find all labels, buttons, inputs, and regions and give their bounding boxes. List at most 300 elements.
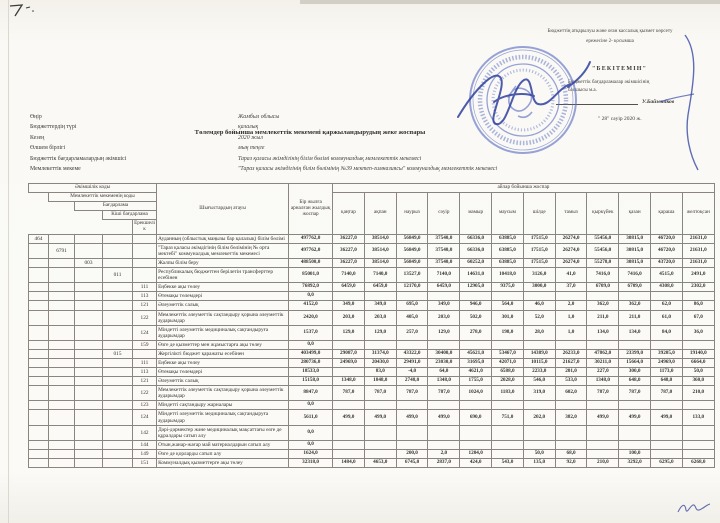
- month-value-cell: 46720,0: [651, 234, 683, 243]
- month-value-cell: 200,0: [396, 449, 428, 458]
- month-value-cell: 23399,0: [619, 349, 651, 358]
- code-cell: 113: [133, 368, 157, 377]
- code-cell: 6791: [49, 243, 75, 258]
- code-cell: [49, 386, 75, 401]
- code-cell: [133, 268, 157, 283]
- month-value-cell: 62,0: [651, 301, 683, 310]
- code-cell: [103, 340, 133, 349]
- month-value-cell: 2028,0: [492, 377, 524, 386]
- annual-plan-cell: 85001,0: [289, 268, 333, 283]
- month-value-cell: 30815,0: [619, 243, 651, 258]
- month-value-cell: [333, 440, 365, 449]
- month-value-cell: 203,0: [428, 310, 460, 325]
- month-value-cell: 751,0: [492, 410, 524, 425]
- fold-line: [8, 0, 9, 523]
- finance-table: [28, 183, 715, 468]
- month-value-cell: 211,0: [619, 310, 651, 325]
- code-cell: [75, 386, 103, 401]
- month-value-cell: 349,0: [364, 301, 396, 310]
- month-value-cell: 4621,0: [460, 368, 492, 377]
- expense-name-cell: Міндетті әлеуметтік медициналық сақтандыруға аударымдар: [157, 410, 289, 425]
- meta-value: мың теңге: [238, 145, 265, 152]
- month-value-cell: 502,0: [460, 310, 492, 325]
- code-cell: [133, 234, 157, 243]
- month-value-cell: 602,0: [555, 386, 587, 401]
- code-cell: [75, 458, 103, 467]
- annual-plan-cell: 0,0: [289, 292, 333, 301]
- month-value-cell: 6295,0: [651, 458, 683, 467]
- expense-name-cell: Республикалық бюджеттен берілетін трансферттер есебінен: [157, 268, 289, 283]
- code-cell: 122: [133, 310, 157, 325]
- annual-plan-cell: 0,0: [289, 401, 333, 410]
- month-value-cell: 36227,0: [333, 259, 365, 268]
- month-value-cell: [619, 340, 651, 349]
- expense-name-cell: Ауданның (облыстық маңызы бар қалалық) білім бөлімі: [157, 234, 289, 243]
- month-value-cell: 6459,0: [364, 283, 396, 292]
- header-specificity: Ерекшелік: [133, 219, 157, 234]
- month-value-cell: 17515,0: [523, 259, 555, 268]
- header-month-aug: тамыз: [555, 192, 587, 234]
- month-value-cell: 100,0: [619, 449, 651, 458]
- month-value-cell: 17515,0: [523, 243, 555, 258]
- month-value-cell: 37540,0: [428, 243, 460, 258]
- month-value-cell: 37,0: [555, 283, 587, 292]
- month-value-cell: 46720,0: [651, 243, 683, 258]
- table-row: [29, 358, 715, 367]
- month-value-cell: [587, 440, 619, 449]
- expense-name-cell: Әлеуметтік салық: [157, 301, 289, 310]
- header-monthly-plan: айлар бойынша жоспар: [333, 184, 715, 193]
- header-admin-code: Әкімшілік коды: [29, 184, 157, 193]
- month-value-cell: 56849,0: [396, 243, 428, 258]
- month-value-cell: 946,0: [460, 301, 492, 310]
- month-value-cell: 2233,0: [523, 368, 555, 377]
- code-cell: 464: [29, 234, 49, 243]
- month-value-cell: 61,0: [651, 310, 683, 325]
- month-value-cell: 2,0: [428, 449, 460, 458]
- code-cell: [103, 301, 133, 310]
- expense-name-cell: Өтемақы төлемдері: [157, 368, 289, 377]
- approval-role-line2: басшысы м.а.: [568, 88, 597, 93]
- meta-label: Өңір: [30, 114, 42, 120]
- month-value-cell: [555, 292, 587, 301]
- month-value-cell: [364, 292, 396, 301]
- month-value-cell: 499,0: [364, 410, 396, 425]
- month-value-cell: 30400,0: [428, 349, 460, 358]
- header-annual-plan: Бір жылға арналған жылдық жоспар: [289, 184, 333, 235]
- code-cell: [29, 283, 49, 292]
- month-value-cell: 4308,0: [651, 283, 683, 292]
- month-value-cell: 349,0: [428, 301, 460, 310]
- month-value-cell: [460, 401, 492, 410]
- month-value-cell: 201,0: [555, 368, 587, 377]
- header-month-jan: қаңтар: [333, 192, 365, 234]
- month-value-cell: 60252,0: [460, 259, 492, 268]
- month-value-cell: 86,0: [682, 301, 714, 310]
- table-row: [29, 234, 715, 243]
- code-cell: [49, 440, 75, 449]
- month-value-cell: 12905,0: [460, 283, 492, 292]
- code-cell: [75, 401, 103, 410]
- code-cell: [49, 425, 75, 440]
- month-value-cell: 26274,0: [555, 243, 587, 258]
- code-cell: [49, 325, 75, 340]
- month-value-cell: [428, 425, 460, 440]
- code-cell: [49, 268, 75, 283]
- code-cell: [103, 410, 133, 425]
- month-value-cell: 63885,0: [492, 243, 524, 258]
- code-cell: 121: [133, 301, 157, 310]
- month-value-cell: 28,0: [523, 325, 555, 340]
- month-value-cell: 7416,0: [619, 268, 651, 283]
- code-cell: [75, 368, 103, 377]
- month-value-cell: 6459,0: [333, 283, 365, 292]
- month-value-cell: 787,0: [619, 386, 651, 401]
- month-value-cell: 10418,0: [492, 268, 524, 283]
- month-value-cell: 1348,0: [333, 377, 365, 386]
- month-value-cell: 12170,0: [396, 283, 428, 292]
- code-cell: [29, 340, 49, 349]
- month-value-cell: [492, 340, 524, 349]
- meta-row-institution: [30, 166, 530, 176]
- document-title: Төлемдер бойынша мемлекеттік мекемені қаржыландырудың жеке жоспары: [194, 129, 426, 136]
- month-value-cell: 499,0: [619, 410, 651, 425]
- code-cell: [75, 425, 103, 440]
- month-value-cell: 26233,0: [555, 349, 587, 358]
- code-cell: [49, 358, 75, 367]
- month-value-cell: [651, 401, 683, 410]
- meta-label: Бюджеттердің түрі: [30, 124, 77, 131]
- month-value-cell: 26274,0: [555, 234, 587, 243]
- month-value-cell: 360,0: [682, 377, 714, 386]
- code-cell: [75, 243, 103, 258]
- annual-plan-cell: 0,0: [289, 340, 333, 349]
- month-value-cell: [364, 401, 396, 410]
- code-cell: [75, 340, 103, 349]
- month-value-cell: [682, 340, 714, 349]
- code-cell: 124: [133, 410, 157, 425]
- month-value-cell: 1755,0: [460, 377, 492, 386]
- month-value-cell: 13527,0: [396, 268, 428, 283]
- code-cell: [49, 410, 75, 425]
- month-value-cell: [396, 425, 428, 440]
- month-value-cell: 1024,0: [460, 386, 492, 401]
- month-value-cell: 6459,0: [428, 283, 460, 292]
- month-value-cell: [396, 440, 428, 449]
- annual-plan-cell: 1624,0: [289, 449, 333, 458]
- meta-row-unit: [30, 145, 530, 155]
- month-value-cell: [651, 440, 683, 449]
- expense-name-cell: Міндетті әлеуметтік медициналық сақтандыруға аударымдар: [157, 325, 289, 340]
- month-value-cell: 787,0: [396, 386, 428, 401]
- scan-top-edge: [300, 0, 720, 4]
- table-row: [29, 283, 715, 292]
- month-value-cell: 787,0: [651, 386, 683, 401]
- month-value-cell: 2748,0: [396, 377, 428, 386]
- month-value-cell: [619, 425, 651, 440]
- month-value-cell: [651, 340, 683, 349]
- month-value-cell: 9375,0: [492, 283, 524, 292]
- month-value-cell: 43720,0: [651, 259, 683, 268]
- month-value-cell: 787,0: [428, 386, 460, 401]
- meta-value: Тараз қаласы әкімдігінің білім бөлімі коммуналдық мемлекеттік мекемесі: [238, 155, 422, 162]
- month-value-cell: [555, 401, 587, 410]
- code-cell: [75, 234, 103, 243]
- meta-row-region: [30, 114, 530, 124]
- month-value-cell: 546,0: [523, 377, 555, 386]
- month-value-cell: [619, 401, 651, 410]
- month-value-cell: [523, 401, 555, 410]
- month-value-cell: [555, 425, 587, 440]
- table-row: [29, 377, 715, 386]
- code-cell: [29, 349, 49, 358]
- month-value-cell: 29491,0: [396, 358, 428, 367]
- month-value-cell: 30815,0: [619, 234, 651, 243]
- month-value-cell: [333, 368, 365, 377]
- month-value-cell: [396, 292, 428, 301]
- month-value-cell: 55456,0: [587, 243, 619, 258]
- code-cell: [29, 458, 49, 467]
- month-value-cell: [364, 449, 396, 458]
- month-value-cell: [333, 401, 365, 410]
- table-row: [29, 440, 715, 449]
- month-value-cell: 55278,0: [587, 259, 619, 268]
- month-value-cell: 1848,0: [364, 377, 396, 386]
- month-value-cell: 66336,0: [460, 234, 492, 243]
- expense-name-cell: "Тараз қаласы әкімдігінің білім бөлімінің № орта мектебі" коммуналдық мемлекеттік мекемесі: [157, 243, 289, 258]
- month-value-cell: [523, 292, 555, 301]
- annual-plan-cell: 497762,0: [289, 234, 333, 243]
- meta-label: Кезең: [30, 134, 45, 141]
- table-row: [29, 449, 715, 458]
- month-value-cell: 648,0: [651, 377, 683, 386]
- month-value-cell: 499,0: [428, 410, 460, 425]
- month-value-cell: [651, 449, 683, 458]
- corner-note-line2: ережесіне 2- қосымша: [586, 38, 634, 44]
- month-value-cell: 362,0: [619, 301, 651, 310]
- month-value-cell: 37540,0: [428, 259, 460, 268]
- code-cell: [75, 292, 103, 301]
- annual-plan-cell: 5611,0: [289, 410, 333, 425]
- month-value-cell: 21631,0: [682, 259, 714, 268]
- code-cell: [29, 449, 49, 458]
- code-cell: 111: [133, 358, 157, 367]
- month-value-cell: 50,0: [682, 368, 714, 377]
- month-value-cell: 533,0: [555, 377, 587, 386]
- approval-heading: "БЕКІТЕМІН": [592, 66, 648, 72]
- month-value-cell: 29087,0: [333, 349, 365, 358]
- month-value-cell: 31695,0: [460, 358, 492, 367]
- month-value-cell: 1484,0: [333, 458, 365, 467]
- month-value-cell: 39205,0: [651, 349, 683, 358]
- month-value-cell: [619, 440, 651, 449]
- month-value-cell: 10115,0: [523, 358, 555, 367]
- code-cell: [29, 386, 49, 401]
- code-cell: 149: [133, 449, 157, 458]
- code-cell: [75, 268, 103, 283]
- code-cell: 015: [103, 349, 133, 358]
- expense-name-cell: Еңбекке ақы төлеу: [157, 283, 289, 292]
- month-value-cell: 210,0: [682, 386, 714, 401]
- table-row: [29, 292, 715, 301]
- month-value-cell: 210,0: [587, 458, 619, 467]
- month-value-cell: 45621,0: [460, 349, 492, 358]
- table-row: [29, 259, 715, 268]
- annual-plan-cell: 1537,0: [289, 325, 333, 340]
- month-value-cell: 405,0: [396, 310, 428, 325]
- month-value-cell: 3126,0: [523, 268, 555, 283]
- annual-plan-cell: 76892,0: [289, 283, 333, 292]
- month-value-cell: [555, 340, 587, 349]
- month-value-cell: 4515,0: [651, 268, 683, 283]
- month-value-cell: 43322,0: [396, 349, 428, 358]
- month-value-cell: [523, 340, 555, 349]
- month-value-cell: 67,0: [682, 310, 714, 325]
- month-value-cell: [333, 292, 365, 301]
- month-value-cell: [364, 340, 396, 349]
- expense-name-cell: Өзге де қызметтер мен жұмыстарға ақы төлеу: [157, 340, 289, 349]
- month-value-cell: [682, 440, 714, 449]
- code-cell: [49, 458, 75, 467]
- code-cell: [49, 292, 75, 301]
- header-month-jun: маусым: [492, 192, 524, 234]
- expense-name-cell: Дәрі-дәрмектер және медициналық мақсаттағы өзге де құралдары сатып алу: [157, 425, 289, 440]
- code-cell: [103, 259, 133, 268]
- month-value-cell: 46,0: [523, 301, 555, 310]
- month-value-cell: [682, 425, 714, 440]
- code-cell: 111: [133, 283, 157, 292]
- month-value-cell: [492, 425, 524, 440]
- month-value-cell: [523, 440, 555, 449]
- code-cell: [103, 386, 133, 401]
- code-cell: [103, 358, 133, 367]
- header-month-apr: сәуір: [428, 192, 460, 234]
- month-value-cell: 30815,0: [619, 259, 651, 268]
- code-cell: [29, 310, 49, 325]
- code-cell: [75, 349, 103, 358]
- code-cell: [29, 377, 49, 386]
- month-value-cell: 38514,0: [364, 234, 396, 243]
- code-cell: [49, 340, 75, 349]
- month-value-cell: 53467,0: [492, 349, 524, 358]
- month-value-cell: 1348,0: [428, 377, 460, 386]
- table-row: [29, 268, 715, 283]
- table-row: [29, 425, 715, 440]
- month-value-cell: 7140,0: [333, 268, 365, 283]
- code-cell: [75, 449, 103, 458]
- table-row: [29, 349, 715, 358]
- month-value-cell: 38514,0: [364, 243, 396, 258]
- month-value-cell: [651, 425, 683, 440]
- month-value-cell: [333, 340, 365, 349]
- month-value-cell: [587, 401, 619, 410]
- expense-name-cell: Жергілікті бюджет қаражаты есебінен: [157, 349, 289, 358]
- table-header: [29, 184, 715, 235]
- month-value-cell: [460, 292, 492, 301]
- month-value-cell: 3000,0: [523, 283, 555, 292]
- month-value-cell: 36227,0: [333, 243, 365, 258]
- code-cell: [29, 268, 49, 283]
- code-cell: 142: [133, 425, 157, 440]
- month-value-cell: 24969,0: [333, 358, 365, 367]
- code-cell: [29, 425, 49, 440]
- month-value-cell: 227,0: [587, 368, 619, 377]
- header-month-mar: наурыз: [396, 192, 428, 234]
- month-value-cell: -4,0: [396, 368, 428, 377]
- month-value-cell: 14389,0: [523, 349, 555, 358]
- code-cell: [103, 283, 133, 292]
- month-value-cell: 7140,0: [428, 268, 460, 283]
- annual-plan-cell: 2420,0: [289, 310, 333, 325]
- month-value-cell: 787,0: [587, 386, 619, 401]
- header-month-oct: қазан: [619, 192, 651, 234]
- month-value-cell: 787,0: [364, 386, 396, 401]
- code-cell: [29, 368, 49, 377]
- month-value-cell: [555, 440, 587, 449]
- expense-name-cell: Жалпы білім беру: [157, 259, 289, 268]
- month-value-cell: [492, 449, 524, 458]
- meta-row-administrator: [30, 156, 530, 166]
- month-value-cell: 278,0: [460, 325, 492, 340]
- code-cell: [103, 458, 133, 467]
- code-cell: [103, 243, 133, 258]
- month-value-cell: 301,0: [492, 310, 524, 325]
- month-value-cell: 2837,0: [428, 458, 460, 467]
- annual-plan-cell: 15158,0: [289, 377, 333, 386]
- code-cell: [29, 292, 49, 301]
- code-cell: 011: [103, 268, 133, 283]
- expense-name-cell: Мемлекеттік әлеуметтік сақтандыру қорына әлеуметтік аударымдар: [157, 310, 289, 325]
- approval-date: " 28" сәуір 2020 ж.: [598, 116, 642, 122]
- table-body: [29, 234, 715, 467]
- code-cell: [103, 377, 133, 386]
- month-value-cell: 2302,0: [682, 283, 714, 292]
- month-value-cell: 83,0: [364, 368, 396, 377]
- month-value-cell: 41,0: [555, 268, 587, 283]
- month-value-cell: 17515,0: [523, 234, 555, 243]
- header-month-nov: қараша: [651, 192, 683, 234]
- table-row: [29, 368, 715, 377]
- code-cell: [103, 368, 133, 377]
- month-value-cell: 84,0: [651, 325, 683, 340]
- month-value-cell: 787,0: [333, 386, 365, 401]
- code-cell: 124: [133, 325, 157, 340]
- month-value-cell: 6664,0: [682, 358, 714, 367]
- month-value-cell: 66336,0: [460, 243, 492, 258]
- meta-value: Жамбыл облысы: [238, 114, 280, 120]
- table-row: [29, 301, 715, 310]
- month-value-cell: [333, 449, 365, 458]
- month-value-cell: 21631,0: [682, 234, 714, 243]
- month-value-cell: 19140,0: [682, 349, 714, 358]
- month-value-cell: [523, 425, 555, 440]
- code-cell: 113: [133, 292, 157, 301]
- month-value-cell: 6588,0: [492, 368, 524, 377]
- month-value-cell: 129,0: [428, 325, 460, 340]
- month-value-cell: [492, 292, 524, 301]
- code-cell: [75, 377, 103, 386]
- corner-note-line1: Бюджеттің атқарылуы және оған кассалық қызмет көрсету: [547, 29, 673, 34]
- annual-plan-cell: 497762,0: [289, 243, 333, 258]
- month-value-cell: 56849,0: [396, 259, 428, 268]
- month-value-cell: 134,0: [587, 325, 619, 340]
- month-value-cell: [428, 292, 460, 301]
- table-row: [29, 386, 715, 401]
- code-cell: [29, 410, 49, 425]
- month-value-cell: 319,0: [523, 386, 555, 401]
- expense-name-cell: Міндетті сақтандыру жарналары: [157, 401, 289, 410]
- code-cell: [75, 310, 103, 325]
